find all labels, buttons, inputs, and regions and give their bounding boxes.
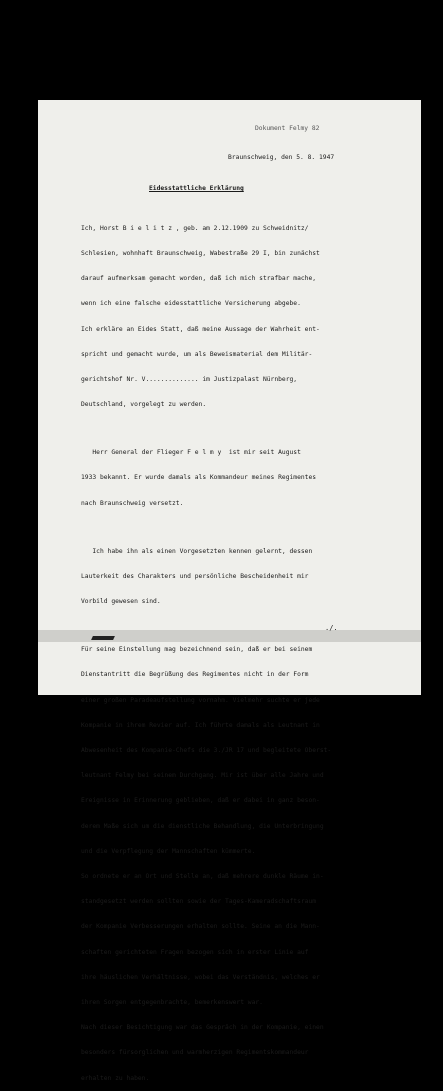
ink-mark [91, 636, 115, 640]
body-line: leutnant Felmy bei seinem Durchgang. Mir ist über alle Jahre und [81, 772, 324, 780]
body-line: und die Verpflegung der Mannschaften kümmerte. [81, 847, 256, 855]
document-title: Eidesstattliche Erklärung [149, 185, 244, 192]
body-line: der Kompanie Verbesserungen erhalten sollte. Seine an die Mann- [81, 923, 320, 931]
declaration-body [81, 208, 331, 1091]
body-line: Ich, Horst B i e l i t z , geb. am 2.12.1909 zu Schweidnitz/ [81, 224, 309, 232]
body-line: Ich erkläre an Eides Statt, daß meine Aussage der Wahrheit ent- [81, 325, 320, 333]
body-line: standgesetzt werden sollten sowie der Tages-Kameradschaftsraum [81, 898, 317, 906]
body-line: Herr General der Flieger F e l m y ist mir seit August [81, 449, 301, 457]
body-line: besonders fürsorglichen und warmherzigen Regimentskommandeur [81, 1049, 309, 1057]
body-line: 1933 bekannt. Er wurde damals als Kommandeur meines Regimentes [81, 474, 317, 482]
body-line: Für seine Einstellung mag bezeichnend sein, daß er bei seinem [81, 646, 313, 654]
body-line: ihre häuslichen Verhältnisse, wobei das Verständnis, welches er [81, 973, 320, 981]
body-line: ihren Sorgen entgegenbrachte, bemerkenswert war. [81, 998, 263, 1006]
body-line: Deutschland, vorgelegt zu werden. [81, 401, 207, 409]
body-line: schaften gerichteten Fragen bezogen sich in erster Linie auf [81, 948, 309, 956]
body-line: Kompanie in ihrem Revier auf. Ich führte damals als Leutnant in [81, 721, 320, 729]
body-line: darauf aufmerksam gemacht worden, daß ich mich strafbar mache, [81, 275, 317, 283]
body-line: erhalten zu haben. [81, 1074, 150, 1082]
body-line: wenn ich eine falsche eidesstattliche Versicherung abgebe. [81, 300, 301, 308]
body-line: spricht und gemacht wurde, um als Beweismaterial dem Militär- [81, 350, 313, 358]
body-line: Nach dieser Besichtigung war das Gespräch in der Kompanie, einen [81, 1024, 324, 1032]
body-line: derem Maße sich um die dienstliche Behandlung, die Unterbringung [81, 822, 324, 830]
body-line: So ordnete er an Ort und Stelle an, daß mehrere dunkle Räume in- [81, 872, 324, 880]
body-line: Ich habe ihn als einen Vorgesetzten kennen gelernt, dessen [81, 547, 313, 555]
body-line: Dienstantritt die Begrüßung des Regimentes nicht in der Form [81, 671, 309, 679]
document-reference-stamp: Dokument Felmy 82 [255, 125, 320, 132]
body-line: Abwesenheit des Kompanie-Chefs die 3./JR 17 und begleitete Oberst- [81, 746, 332, 754]
body-line: nach Braunschweig versetzt. [81, 499, 184, 507]
body-line: Lauterkeit des Charakters und persönliche Bescheidenheit mir [81, 572, 309, 580]
body-line: Schlesien, wohnhaft Braunschweig, Wabestraße 29 I, bin zunächst [81, 250, 320, 258]
continuation-mark: ./. [325, 624, 338, 632]
body-line: Ereignisse in Erinnerung geblieben, daß er dabei in ganz beson- [81, 797, 320, 805]
body-line: gerichtshof Nr. V.............. im Justizpalast Nürnberg, [81, 376, 298, 384]
body-line: Vorbild gewesen sind. [81, 598, 161, 606]
body-line: einer großen Paradeaufstellung vornahm. Vielmehr suchte er jede [81, 696, 320, 704]
place-date-line: Braunschweig, den 5. 8. 1947 [228, 154, 335, 161]
